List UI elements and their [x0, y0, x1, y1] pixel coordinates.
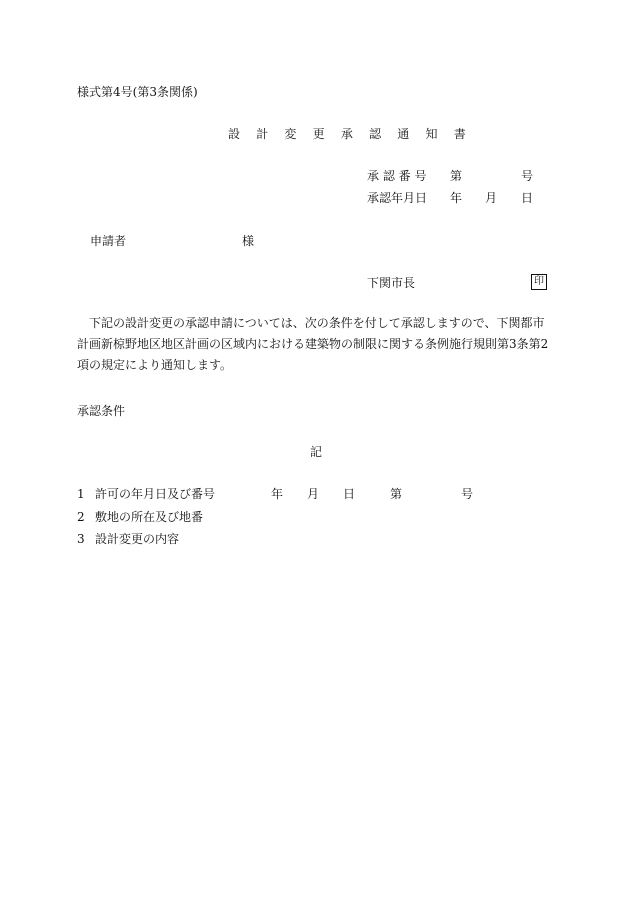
list-item-number: 1 [77, 487, 85, 501]
approval-date-label: 承認年月日 [367, 191, 428, 205]
permit-date-day: 日 [343, 487, 356, 501]
approval-number-suffix: 号 [521, 169, 534, 183]
permit-date-month: 月 [307, 487, 320, 501]
issuer-name: 下関市長 [367, 276, 416, 290]
list-item-label: 許可の年月日及び番号 [95, 487, 216, 501]
seal-mark: 印 [531, 274, 547, 290]
list-item-label: 設計変更の内容 [95, 532, 180, 546]
ki-marker: 記 [310, 445, 323, 459]
approval-date-year: 年 [450, 191, 463, 205]
list-item-number: 3 [77, 532, 85, 546]
permit-number-prefix: 第 [390, 487, 403, 501]
applicant-label: 申請者 [90, 234, 127, 248]
form-number-label: 様式第4号(第3条関係) [77, 85, 198, 99]
permit-number-suffix: 号 [461, 487, 474, 501]
approval-number-prefix: 第 [450, 169, 463, 183]
permit-date-year: 年 [271, 487, 284, 501]
conditions-heading: 承認条件 [77, 404, 126, 418]
list-item-number: 2 [77, 510, 85, 524]
applicant-honorific: 様 [242, 234, 255, 248]
approval-date-day: 日 [521, 191, 534, 205]
approval-number-label: 承 認 番 号 [367, 169, 427, 183]
document-title: 設 計 変 更 承 認 通 知 書 [228, 127, 472, 141]
notification-body-text: 下記の設計変更の承認申請については、次の条件を付して承認しますので、下関都市計画新椋野地区地区計画の区域内における建築物の制限に関する条例施行規則第3条第2項の規定により通知します。 [77, 316, 549, 372]
list-item-label: 敷地の所在及び地番 [95, 510, 204, 524]
approval-date-month: 月 [485, 191, 498, 205]
